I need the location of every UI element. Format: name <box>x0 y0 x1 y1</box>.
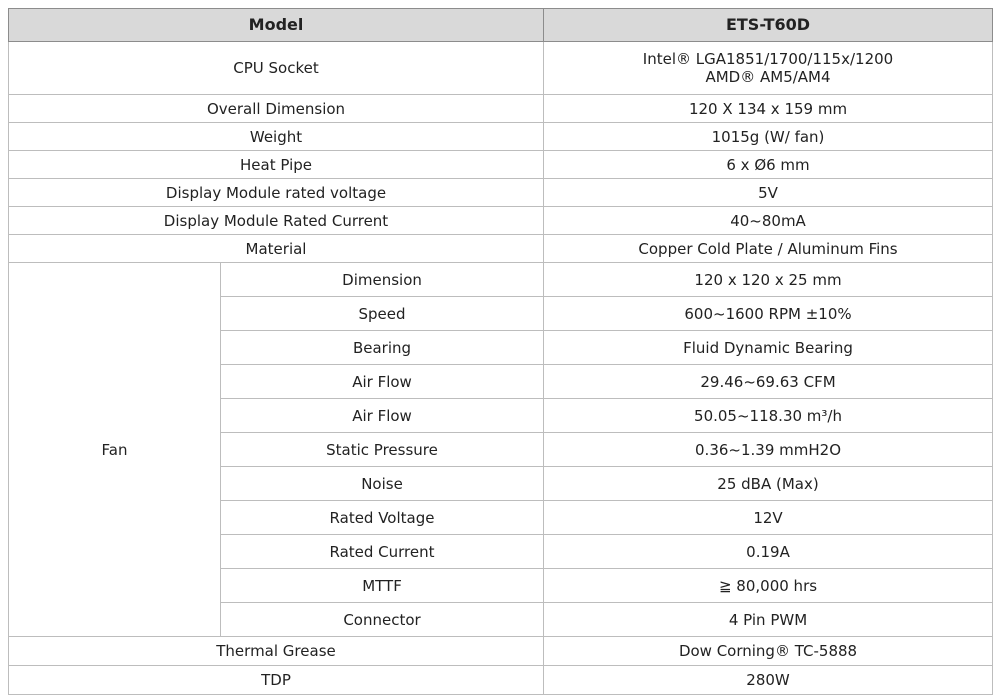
fan-spec-label: Air Flow <box>221 365 544 399</box>
header-row <box>9 9 993 42</box>
fan-spec-value: Fluid Dynamic Bearing <box>544 331 993 365</box>
spec-label: Heat Pipe <box>9 151 544 179</box>
fan-spec-label: Rated Current <box>221 535 544 569</box>
spec-row-material <box>9 235 993 263</box>
fan-spec-label: Static Pressure <box>221 433 544 467</box>
spec-value-line: Intel® LGA1851/1700/115x/1200 <box>642 50 894 68</box>
fan-spec-value: 29.46~69.63 CFM <box>544 365 993 399</box>
fan-spec-label: Connector <box>221 603 544 637</box>
fan-spec-value: 25 dBA (Max) <box>544 467 993 501</box>
fan-spec-label: Noise <box>221 467 544 501</box>
fan-spec-label: Dimension <box>221 263 544 297</box>
spec-table <box>8 8 993 695</box>
spec-value: Copper Cold Plate / Aluminum Fins <box>544 235 993 263</box>
spec-value: 280W <box>544 666 993 695</box>
fan-spec-label: Speed <box>221 297 544 331</box>
spec-value-line: AMD® AM5/AM4 <box>705 68 831 86</box>
spec-value <box>544 42 993 95</box>
header-model-label: Model <box>9 9 544 42</box>
spec-value: 120 X 134 x 159 mm <box>544 95 993 123</box>
fan-spec-value: 600~1600 RPM ±10% <box>544 297 993 331</box>
fan-spec-value: 0.36~1.39 mmH2O <box>544 433 993 467</box>
fan-spec-label: Rated Voltage <box>221 501 544 535</box>
fan-spec-value: 120 x 120 x 25 mm <box>544 263 993 297</box>
spec-value: 6 x Ø6 mm <box>544 151 993 179</box>
spec-label: Display Module Rated Current <box>9 207 544 235</box>
fan-spec-value: 50.05~118.30 m³/h <box>544 399 993 433</box>
spec-row-weight <box>9 123 993 151</box>
fan-group-label: Fan <box>9 263 221 637</box>
fan-spec-value: 12V <box>544 501 993 535</box>
spec-value: 40~80mA <box>544 207 993 235</box>
fan-spec-label: MTTF <box>221 569 544 603</box>
fan-spec-label: Bearing <box>221 331 544 365</box>
spec-label: Thermal Grease <box>9 637 544 666</box>
spec-row-thermal-grease <box>9 637 993 666</box>
spec-label: TDP <box>9 666 544 695</box>
spec-row-display-current <box>9 207 993 235</box>
spec-row-tdp <box>9 666 993 695</box>
spec-label: Material <box>9 235 544 263</box>
spec-label: CPU Socket <box>9 42 544 95</box>
spec-label: Display Module rated voltage <box>9 179 544 207</box>
spec-row-cpu-socket <box>9 42 993 95</box>
header-model-value: ETS-T60D <box>544 9 993 42</box>
fan-spec-value: 0.19A <box>544 535 993 569</box>
spec-label: Weight <box>9 123 544 151</box>
spec-row-display-voltage <box>9 179 993 207</box>
fan-spec-label: Air Flow <box>221 399 544 433</box>
spec-value: 5V <box>544 179 993 207</box>
fan-row-dimension <box>9 263 993 297</box>
fan-spec-value: 4 Pin PWM <box>544 603 993 637</box>
spec-value: 1015g (W/ fan) <box>544 123 993 151</box>
spec-value: Dow Corning® TC-5888 <box>544 637 993 666</box>
spec-row-heat-pipe <box>9 151 993 179</box>
spec-row-overall-dimension <box>9 95 993 123</box>
fan-spec-value: ≧ 80,000 hrs <box>544 569 993 603</box>
spec-label: Overall Dimension <box>9 95 544 123</box>
